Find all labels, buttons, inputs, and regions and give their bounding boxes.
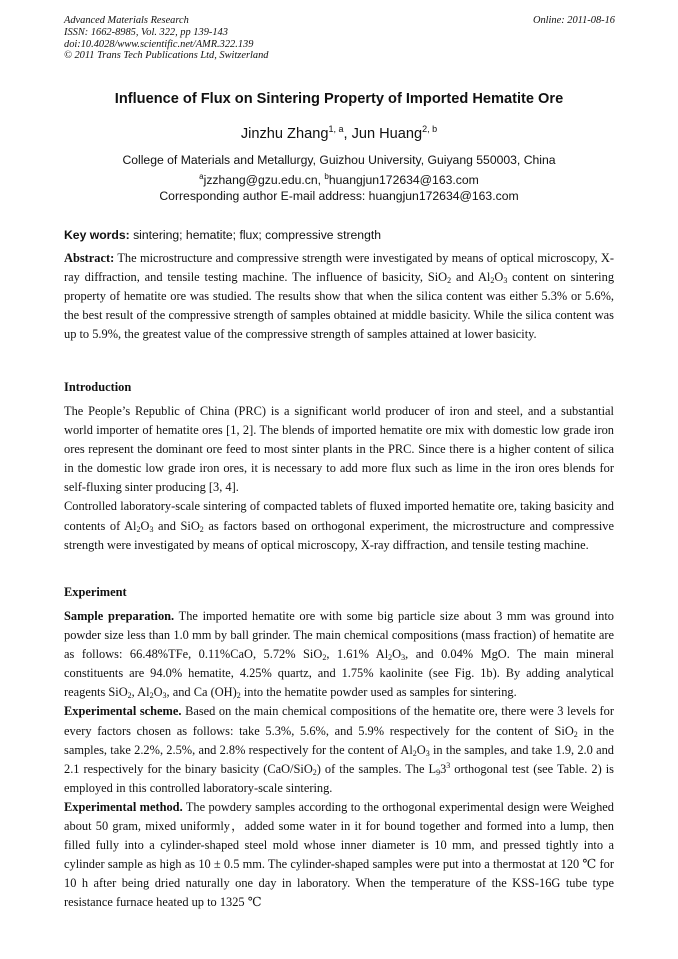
abstract-label: Abstract: bbox=[64, 251, 115, 265]
experimental-method-text: The powdery samples according to the orthogonal experimental design were Weighed about 50 gram, mixed uniformly，added some water in it for bound together and formed into a lump, then filled fully into a cylinder-shaped steel mold whose inner diameter is 10 mm, and pressed tightly into a cylinder sample as high as 10 ± 0.5 mm. The cylinder-shaped samples were put into a thermostat at 120 ℃ for 10 h after being dried naturally one day in laboratory. When the temperature of the KSS-16G tube type resistance furnace heated up to 1325 ℃ bbox=[64, 799, 614, 910]
experimental-method-paragraph bbox=[64, 798, 614, 913]
author-1-name: Jinzhu Zhang bbox=[240, 126, 329, 142]
journal-info bbox=[64, 15, 268, 62]
abstract bbox=[64, 249, 614, 344]
email-b[interactable]: huangjun172634@163.com bbox=[328, 173, 479, 187]
introduction-body bbox=[64, 402, 614, 555]
corresponding-author: Corresponding author E-mail address: huangjun172634@163.com bbox=[159, 189, 519, 203]
keywords-label: Key words: bbox=[64, 228, 130, 242]
journal-name: Advanced Materials Research bbox=[64, 15, 189, 26]
author-2-name: Jun Huang bbox=[351, 126, 423, 142]
journal-doi[interactable]: doi:10.4028/www.scientific.net/AMR.322.139 bbox=[64, 38, 254, 50]
experimental-scheme-text: Based on the main chemical compositions of the hematite ore, there were 3 levels for every factors chosen as follows: take 5.3%, 5.6%, and 5.9% respectively for the content of SiO$_2$ in the samples, take 2.2%, 2.5%, and 2.8% respectively for the content of $Al_2O_3$ in the samples, and take 1.9, 2.0 and 2.1 respectively for the binary basicity (CaO/SiO$_2$) of the samples. The $L_93^3$ orthogonal test (see Table. 2) is employed in this controlled laboratory-scale sintering. bbox=[64, 704, 614, 795]
author-2-sup: 2, b bbox=[422, 124, 438, 134]
introduction-paragraph-1: The People’s Republic of China (PRC) is a significant world producer of iron and steel, and a substantial world importer of hematite ores [1, 2]. The blends of imported hematite ore mix with domestic low grade iron ores represent the dominant ore feed to most sinter plants in the PRC. Since there is a higher content of silica in the domestic low grade iron ores, it is necessary to add more flux such as lime in the iron ores blends for self-fluxing sinter producing [3, 4]. bbox=[64, 404, 614, 495]
author-emails bbox=[0, 172, 678, 187]
experimental-scheme-label: Experimental scheme. bbox=[64, 704, 182, 719]
paper-title: Influence of Flux on Sintering Property of Imported Hematite Ore bbox=[114, 91, 564, 107]
abstract-text: The microstructure and compressive strength were investigated by means of optical microscopy, X-ray diffraction, and tensile testing machine. The influence of basicity, SiO$_2$ and $Al_2O_3$ content on sintering property of hematite ore was studied. The results show that when the silica content was either 5.3% or 5.6%, the best result of the compressive strength of samples obtained at middle basicity. While the silica content was up to 5.9%, the greatest value of the compressive strength of samples attained at lower basicity. bbox=[64, 251, 615, 342]
author-1-sup: 1, a bbox=[328, 124, 344, 134]
email-b-sup: b bbox=[324, 172, 329, 181]
email-a[interactable]: jzzhang@gzu.edu.cn, bbox=[203, 173, 325, 187]
introduction-paragraph-2: Controlled laboratory-scale sintering of compacted tablets of fluxed imported hematite ore, taking basicity and contents of $Al_2O_3$ and SiO$_2$ as factors based on orthogonal experiment, the microstructure and compressive strength were investigated by means of optical microscopy, X-ray diffraction, and tensile testing machine. bbox=[64, 499, 615, 552]
keywords bbox=[64, 228, 381, 242]
online-date: Online: 2011-08-16 bbox=[532, 15, 615, 26]
journal-copyright: © 2011 Trans Tech Publications Ltd, Switzerland bbox=[64, 50, 269, 62]
sample-preparation-text: The imported hematite ore with some big particle size about 3 mm was ground into powder size less than 1.0 mm by ball grinder. The main chemical compositions (mass fraction) of hematite are as follows: 66.48%TFe, 0.11%CaO, 5.72% SiO$_2$, 1.61% $Al_2O_3$, and 0.04% MgO. The main mineral constituents are 94.0% hematite, 4.25% quartz, and 1.75% kaolinite (see Fig. 1b). By adding analytical reagents SiO$_2$, $Al_2O_3$, and Ca $(OH)_2$ into the hematite powder used as samples for sintering. bbox=[64, 609, 615, 701]
sample-preparation-paragraph bbox=[64, 607, 614, 702]
experiment-body bbox=[64, 607, 614, 913]
journal-issn: ISSN: 1662-8985, Vol. 322, pp 139-143 bbox=[64, 26, 228, 38]
affiliation: College of Materials and Metallurgy, Guizhou University, Guiyang 550003, China bbox=[122, 153, 556, 167]
experiment-heading: Experiment bbox=[64, 585, 127, 599]
introduction-heading: Introduction bbox=[64, 380, 132, 394]
sample-preparation-label: Sample preparation. bbox=[64, 609, 175, 623]
keywords-text: sintering; hematite; flux; compressive strength bbox=[129, 228, 382, 242]
author-separator: , bbox=[343, 126, 352, 142]
experimental-scheme-paragraph bbox=[64, 702, 614, 797]
email-a-sup: a bbox=[199, 172, 204, 181]
author-line bbox=[0, 124, 678, 142]
experimental-method-label: Experimental method. bbox=[64, 799, 183, 814]
